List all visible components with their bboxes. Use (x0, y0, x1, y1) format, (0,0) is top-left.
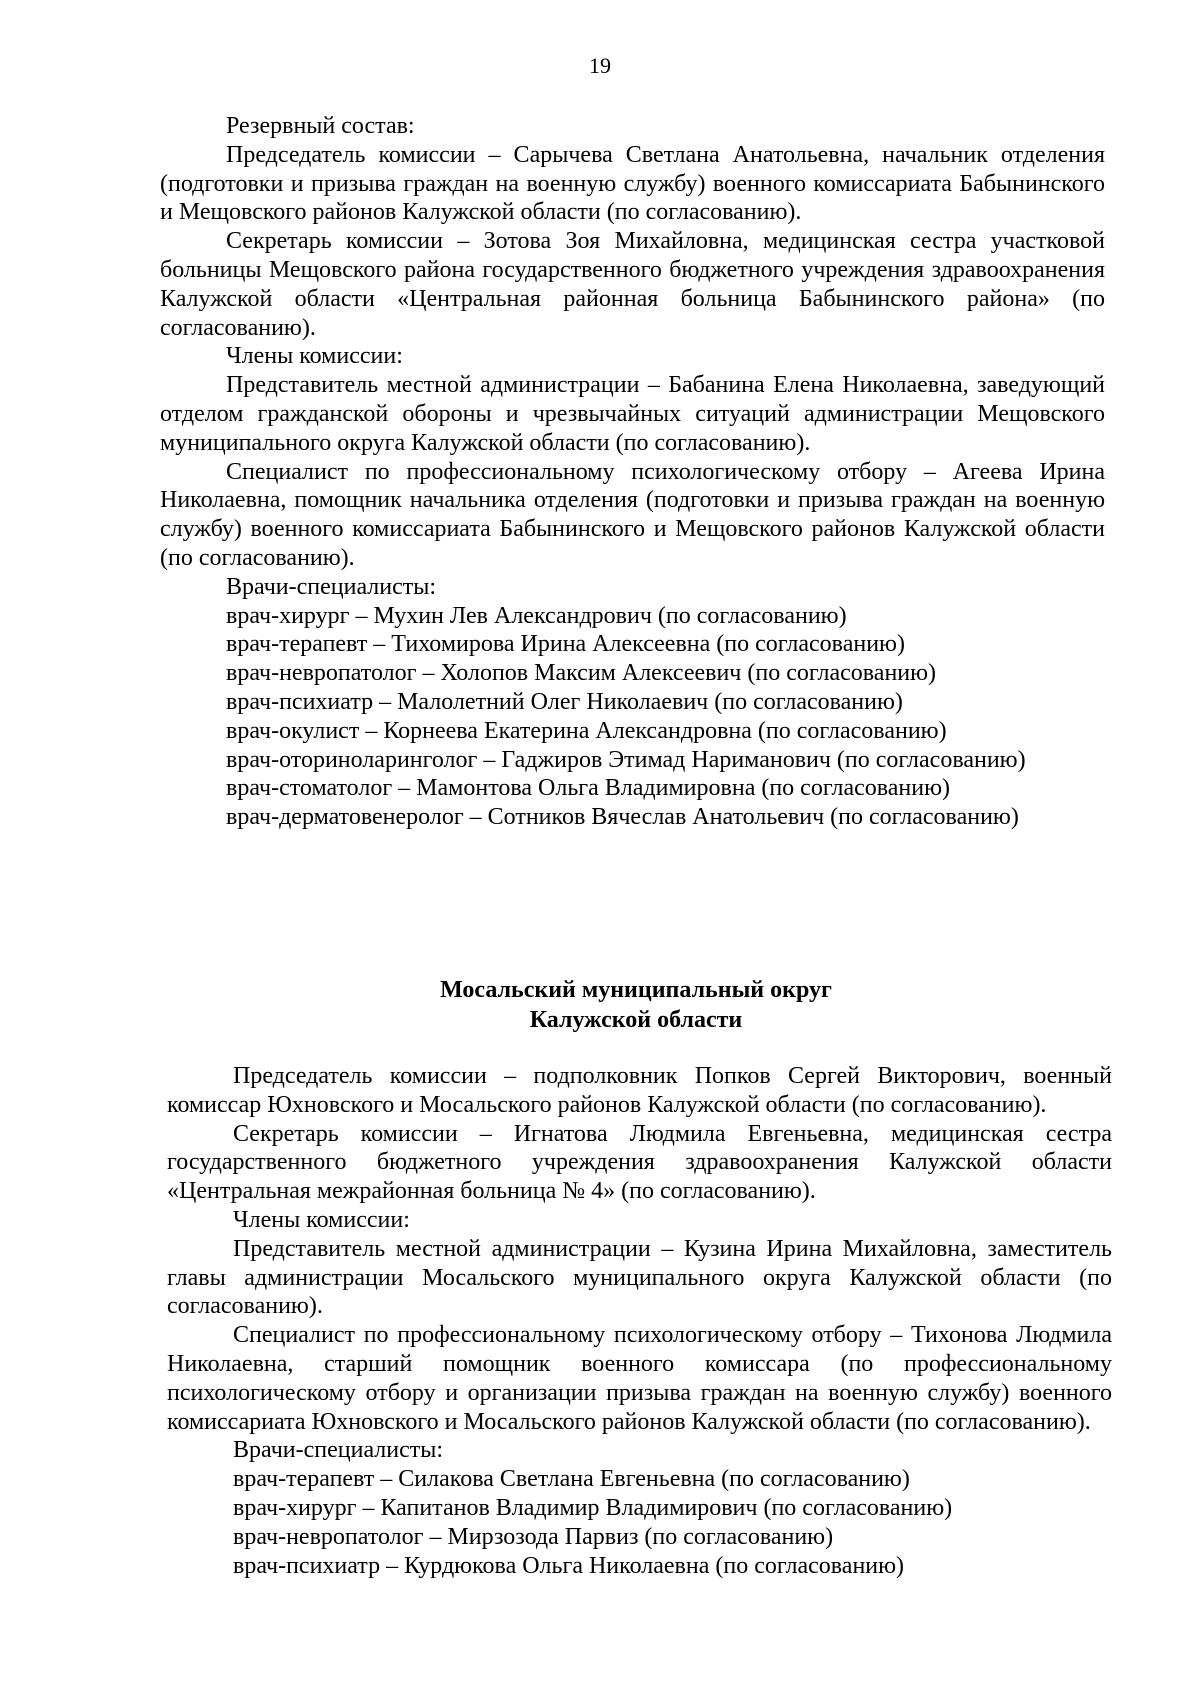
mosalsk-psych-specialist: Специалист по профессиональному психологическому отбору – Тихонова Людмила Николаевна, старший помощник военного комиссара (по профессиональному психологическому отбору и организации призыва граждан на военную службу) военного комиссариата Юхновского и Мосальского районов Калужской области (по согласованию). (167, 1322, 1112, 1435)
mosalsk-doctor-item: врач-невропатолог – Мирзозода Парвиз (по согласованию) (233, 1523, 834, 1550)
mosalsk-secretary: Секретарь комиссии – Игнатова Людмила Евгеньевна, медицинская сестра государственного бюджетного учреждения здравоохранения Калужской области «Центральная межрайонная больница № 4» (по согласованию). (167, 1120, 1112, 1205)
mosalsk-doctors-label: Врачи-специалисты: (233, 1437, 444, 1464)
reserve-doctor-item: врач-терапевт – Тихомирова Ирина Алексеевна (по согласованию) (226, 631, 905, 658)
section-heading-mosalsk (160, 975, 1112, 1035)
section-heading-line-1: Мосальский муниципальный округ (440, 977, 832, 1003)
reserve-admin-representative: Представитель местной администрации – Бабанина Елена Николаевна, заведующий отделом гражданской обороны и чрезвычайных ситуаций администрации Мещовского муниципального округа Калужской области (по согласованию). (160, 372, 1105, 456)
reserve-doctor-item: врач-стоматолог – Мамонтова Ольга Владимировна (по согласованию) (226, 775, 951, 802)
reserve-psych-specialist: Специалист по профессиональному психологическому отбору – Агеева Ирина Николаевна, помощник начальника отделения (подготовки и призыва граждан на военную службу) военного комиссариата Бабынинского и Мещовского районов Калужской области (по согласованию). (160, 458, 1105, 571)
reserve-doctor-item: врач-хирург – Мухин Лев Александрович (по согласованию) (226, 602, 847, 629)
reserve-chairman: Председатель комиссии – Сарычева Светлана Анатольевна, начальник отделения (подготовки и призыва граждан на военную службу) военного комиссариата Бабынинского и Мещовского районов Калужской области (по согласованию). (160, 141, 1105, 226)
reserve-composition-section (160, 112, 1105, 832)
page-number: 19 (589, 53, 611, 78)
reserve-doctors-label: Врачи-специалисты: (226, 573, 437, 600)
mosalsk-composition-section (167, 1062, 1112, 1580)
reserve-heading: Резервный состав: (226, 113, 415, 139)
mosalsk-admin-representative: Представитель местной администрации – Кузина Ирина Михайловна, заместитель главы администрации Мосальского муниципального округа Калужской области (по согласованию). (167, 1235, 1112, 1320)
mosalsk-doctor-item: врач-психиатр – Курдюкова Ольга Николаевна (по согласованию) (233, 1552, 905, 1579)
mosalsk-members-label: Члены комиссии: (233, 1206, 410, 1233)
reserve-members-label: Члены комиссии: (226, 343, 403, 370)
section-heading-line-2: Калужской области (529, 1007, 743, 1033)
reserve-secretary: Секретарь комиссии – Зотова Зоя Михайловна, медицинская сестра участковой больницы Мещовского района государственного бюджетного учреждения здравоохранения Калужской области «Центральная районная больница Бабынинского района» (по согласованию). (160, 228, 1105, 341)
mosalsk-doctor-item: врач-хирург – Капитанов Владимир Владимирович (по согласованию) (233, 1494, 953, 1521)
reserve-doctor-item: врач-психиатр – Малолетний Олег Николаевич (по согласованию) (226, 688, 903, 715)
reserve-doctor-item: врач-дерматовенеролог – Сотников Вячеслав Анатольевич (по согласованию) (226, 804, 1019, 831)
mosalsk-doctor-item: врач-терапевт – Силакова Светлана Евгеньевна (по согласованию) (233, 1466, 910, 1493)
reserve-doctor-item: врач-окулист – Корнеева Екатерина Александровна (по согласованию) (226, 717, 947, 744)
mosalsk-chairman: Председатель комиссии – подполковник Попков Сергей Викторович, военный комиссар Юхновского и Мосальского районов Калужской области (по согласованию). (167, 1063, 1112, 1118)
reserve-doctor-item: врач-невропатолог – Холопов Максим Алексеевич (по согласованию) (226, 660, 937, 687)
reserve-doctor-item: врач-оториноларинголог – Гаджиров Этимад Нариманович (по согласованию) (226, 746, 1026, 773)
